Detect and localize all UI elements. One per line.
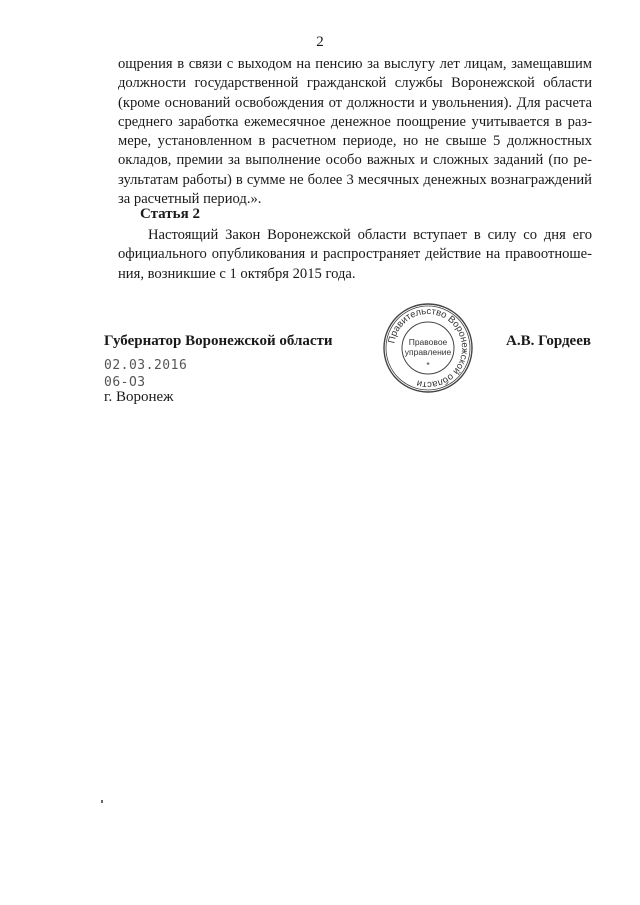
registration-number: 06-ОЗ [104,375,146,390]
signatory-title: Губернатор Воронежской области [104,333,333,349]
registration-date: 02.03.2016 [104,358,188,373]
text-line: зультатам работы) в сумме не более 3 месячных денежных вознаграждений [118,171,592,188]
text-line: должности государственной гражданской службы Воронежской области [118,75,592,92]
text-line: ощрения в связи с выходом на пенсию за выслугу лет лицам, замещавшим [118,56,592,72]
text-line: за расчетный период.». [118,191,262,208]
continuation-paragraph [118,55,592,209]
seal-ring-text: Правительство Воронежской области [386,305,471,391]
seal-center-line1: Правовое [408,337,448,347]
seal-center-line2: управление [404,347,452,357]
scan-mark [101,800,103,803]
signatory-name: А.В. Гордеев [506,333,591,349]
text-line: среднего заработка ежемесячное денежное поощрение учитывается в раз- [118,113,592,130]
text-line: окладов, премии за выполнение особо важных и сложных заданий (по ре- [118,152,592,169]
seal-star-icon: * [426,360,430,370]
text-line: Настоящий Закон Воронежской области вступает в силу со дня его [148,227,592,243]
official-seal [381,301,475,395]
article-paragraph [118,226,592,284]
text-line: официального опубликования и распространяет действие на правоотноше- [118,246,592,263]
page-number: 2 [316,34,324,50]
text-line: мере, установленном в расчетном периоде, но не свыше 5 должностных [118,133,592,150]
text-line: ния, возникшие с 1 октября 2015 года. [118,265,356,282]
article-heading: Статья 2 [140,206,200,222]
text-line: (кроме оснований освобождения от должности и увольнения). Для расчета [118,94,592,111]
city-name: г. Воронеж [104,389,174,405]
